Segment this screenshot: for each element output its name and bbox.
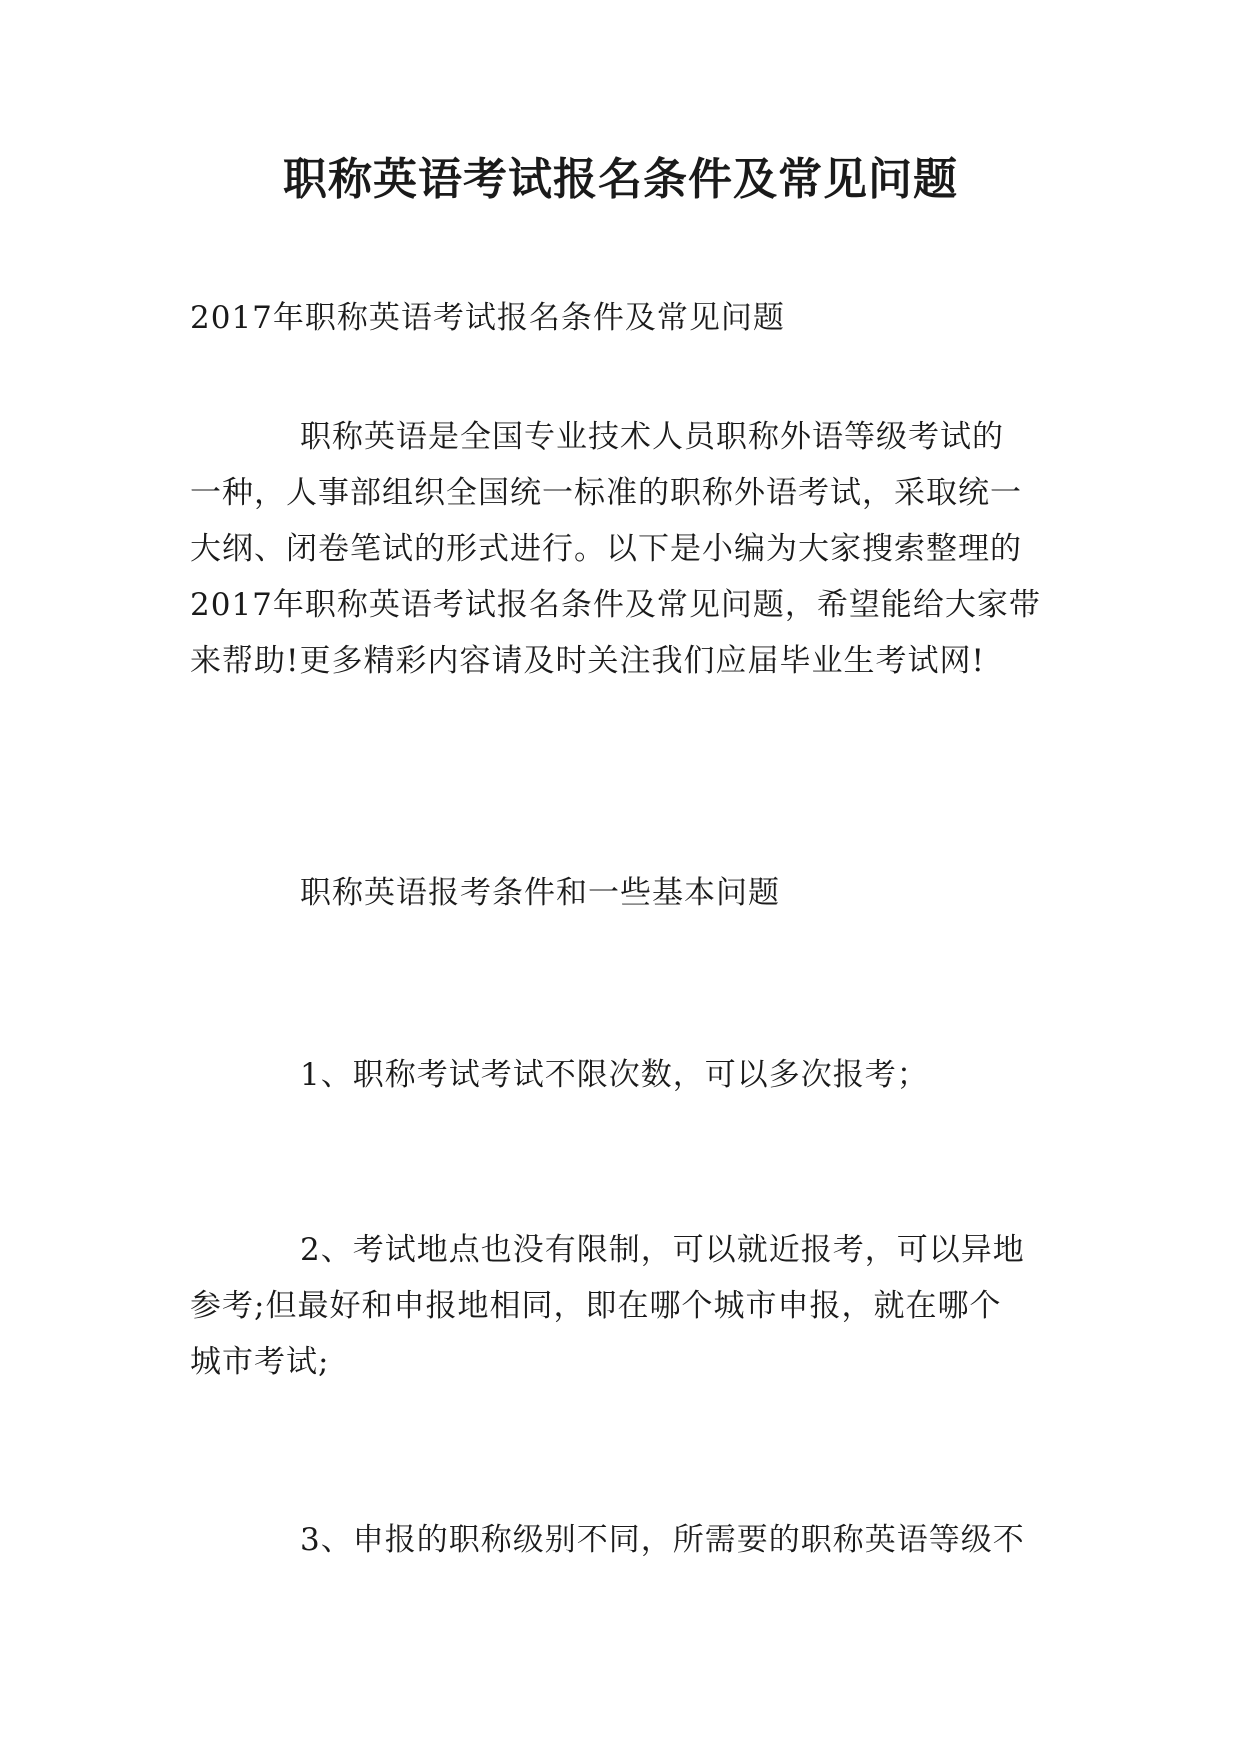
document-title: 职称英语考试报名条件及常见问题: [283, 154, 958, 205]
intro-line-2: 一种，人事部组织全国统一标准的职称外语考试，采取统一: [190, 475, 1022, 511]
intro-line-5: 来帮助!更多精彩内容请及时关注我们应届毕业生考试网!: [190, 643, 985, 679]
intro-line-4: 2017年职称英语考试报名条件及常见问题，希望能给大家带: [190, 587, 1041, 623]
list-item-1: 1、职称考试考试不限次数，可以多次报考；: [300, 1057, 929, 1093]
intro-line-1: 职称英语是全国专业技术人员职称外语等级考试的: [300, 419, 1004, 455]
document-subtitle: 2017年职称英语考试报名条件及常见问题: [190, 300, 785, 336]
intro-paragraph: [190, 409, 1050, 689]
item2-line-1: 2、考试地点也没有限制，可以就近报考，可以异地: [300, 1232, 1025, 1268]
item2-line-3: 城市考试;: [190, 1344, 330, 1380]
list-item-2: [190, 1222, 1050, 1390]
section-heading: 职称英语报考条件和一些基本问题: [300, 875, 780, 911]
list-item-3: 3、申报的职称级别不同，所需要的职称英语等级不: [300, 1522, 1025, 1558]
item2-line-2: 参考;但最好和申报地相同，即在哪个城市申报，就在哪个: [190, 1288, 1002, 1324]
intro-line-3: 大纲、闭卷笔试的形式进行。以下是小编为大家搜索整理的: [190, 531, 1022, 567]
